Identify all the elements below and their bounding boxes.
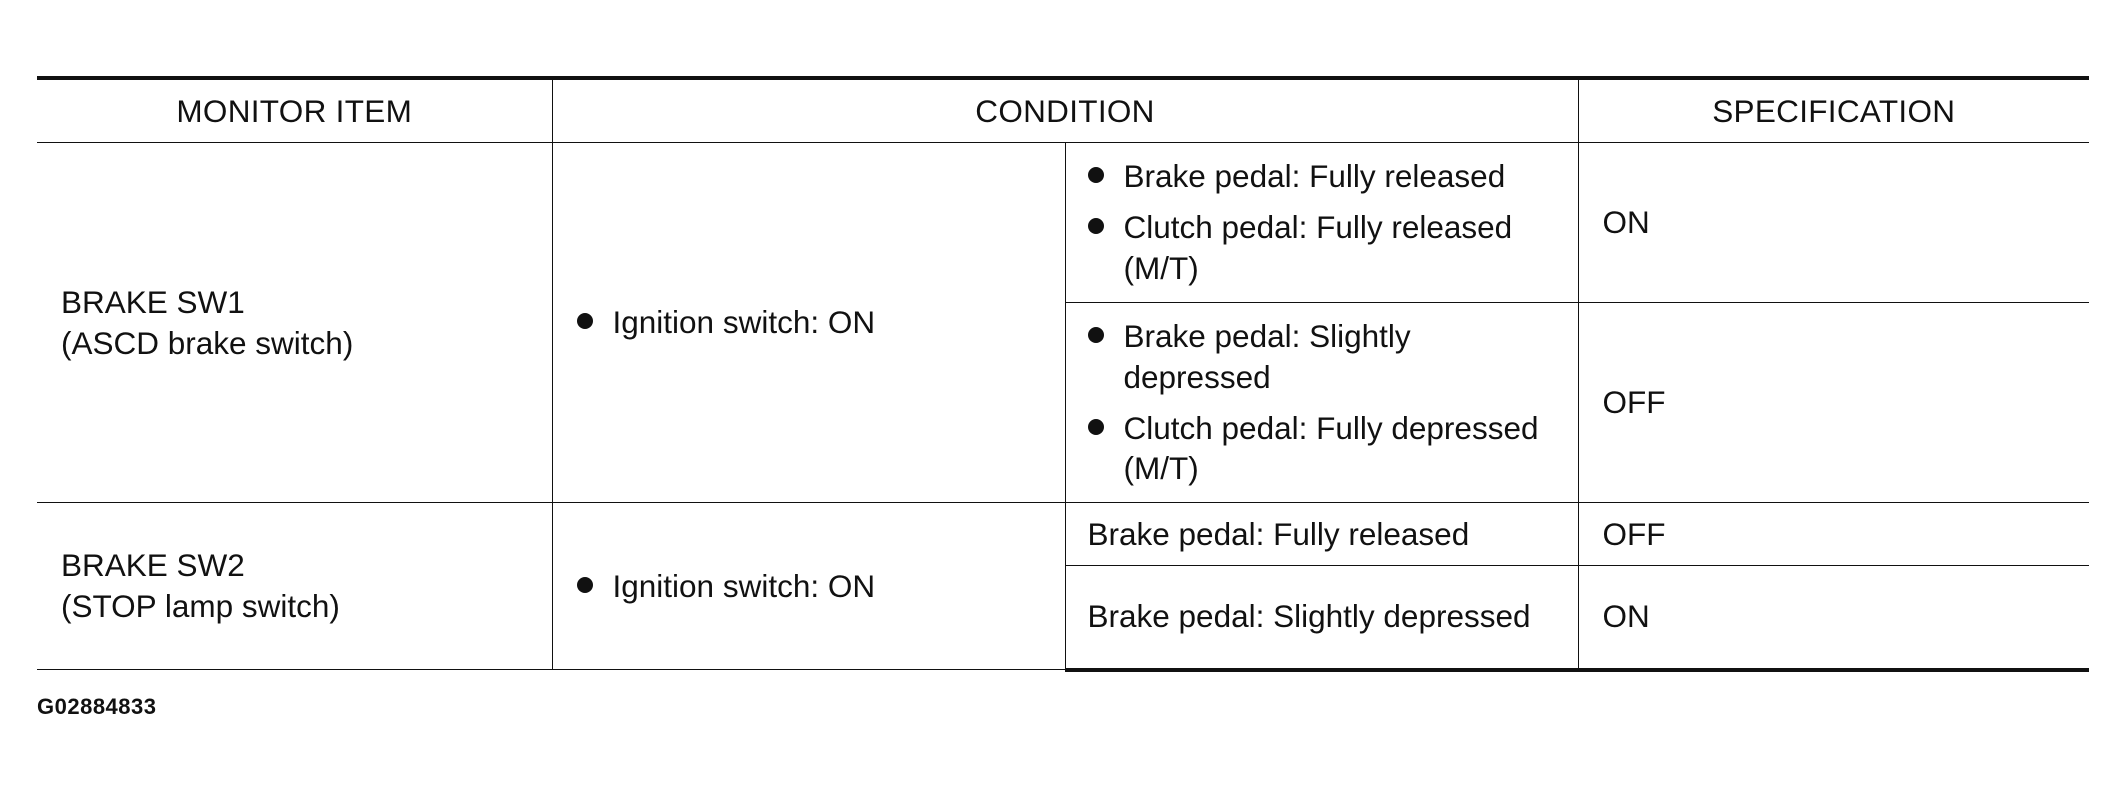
- header-specification: SPECIFICATION: [1578, 78, 2089, 143]
- specification-value: OFF: [1578, 303, 2089, 503]
- monitor-item-name: BRAKE SW2: [61, 547, 245, 584]
- monitor-item-description: (ASCD brake switch): [61, 324, 354, 361]
- monitor-item-description: (STOP lamp switch): [61, 588, 340, 624]
- table-header-row: [37, 78, 2089, 143]
- specification-value: OFF: [1578, 503, 2089, 566]
- condition-bullet: Ignition switch: ON: [577, 566, 1045, 607]
- sub-condition-text: Brake pedal: Fully released: [1065, 503, 1578, 566]
- monitor-item-cell: [37, 143, 552, 503]
- condition-cell: [552, 143, 1065, 503]
- condition-bullet: Ignition switch: ON: [577, 302, 1045, 343]
- specification-value: ON: [1578, 566, 2089, 670]
- specification-value: ON: [1578, 143, 2089, 303]
- sub-condition-cell: [1065, 303, 1578, 503]
- table-row: [37, 503, 2089, 566]
- header-condition: CONDITION: [552, 78, 1578, 143]
- monitor-item-cell: [37, 503, 552, 670]
- table-row: [37, 143, 2089, 303]
- sub-condition-cell: [1065, 143, 1578, 303]
- sub-condition-text: Brake pedal: Slightly depressed: [1065, 566, 1578, 670]
- condition-cell: [552, 503, 1065, 670]
- figure-id: G02884833: [37, 694, 157, 719]
- header-monitor-item: MONITOR ITEM: [37, 78, 552, 143]
- sub-condition-bullet: Clutch pedal: Fully depressed (M/T): [1088, 408, 1558, 490]
- monitor-item-name: BRAKE SW1: [61, 283, 245, 320]
- monitor-item-table: [37, 76, 2089, 672]
- sub-condition-bullet: Brake pedal: Slightly depressed: [1088, 316, 1558, 398]
- sub-condition-bullet: Clutch pedal: Fully released (M/T): [1088, 207, 1558, 289]
- sub-condition-bullet: Brake pedal: Fully released: [1088, 156, 1558, 197]
